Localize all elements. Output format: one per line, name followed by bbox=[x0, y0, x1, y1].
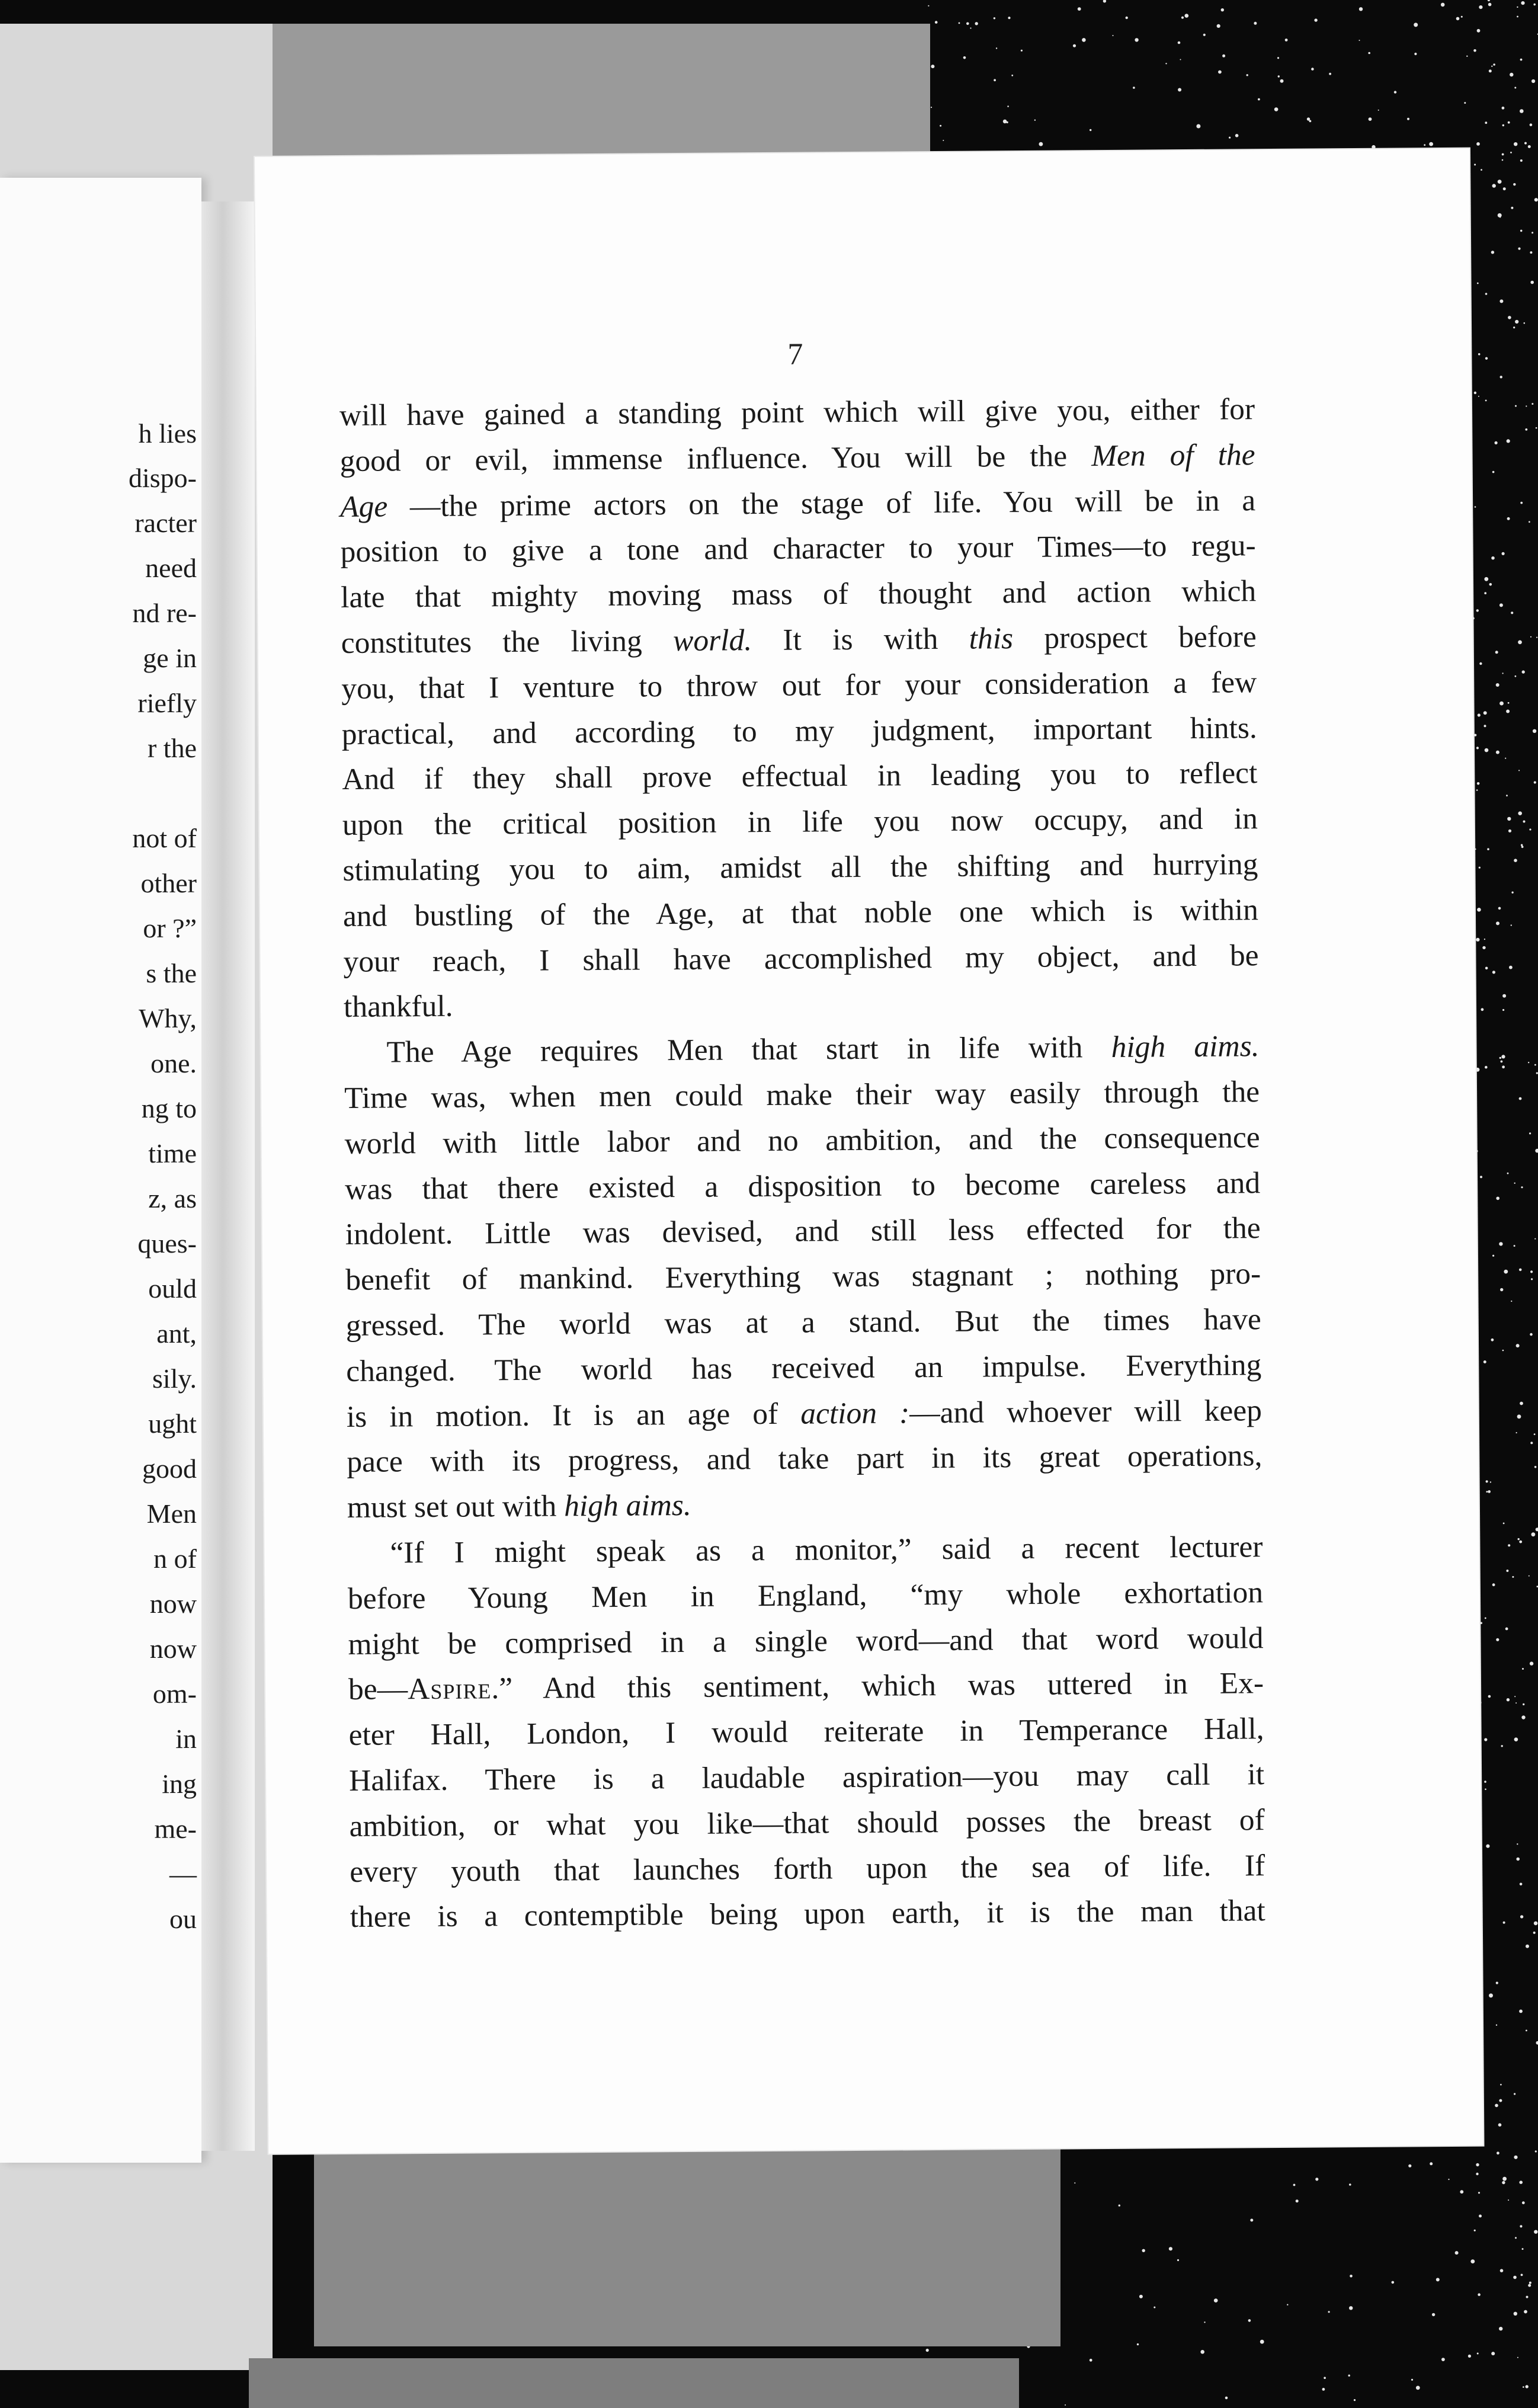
text-line bbox=[346, 1297, 1261, 1349]
left-page-fragment: riefly bbox=[137, 688, 197, 718]
text-line bbox=[342, 842, 1258, 894]
text-segment: “If I might speak as a monitor,” said a recent lecturer bbox=[390, 1530, 1263, 1570]
text-segment: constitutes the living bbox=[341, 624, 674, 660]
text-line bbox=[345, 1161, 1260, 1213]
text-segment: changed. The world has received an impulse. Everything bbox=[346, 1347, 1262, 1388]
text-segment: gressed. The world was at a stand. But the times have bbox=[345, 1302, 1261, 1343]
text-line bbox=[343, 933, 1258, 985]
left-page-fragment: h lies bbox=[138, 418, 197, 449]
text-segment: ambition, or what you like—that should posses the breast of bbox=[349, 1802, 1265, 1843]
left-page-fragment: s the bbox=[146, 958, 197, 988]
left-page-fragment: ing bbox=[162, 1769, 197, 1799]
text-segment: might be comprised in a single word—and that word would bbox=[348, 1621, 1264, 1661]
italic-text: Men of the bbox=[1091, 438, 1255, 473]
text-line bbox=[348, 1616, 1263, 1668]
text-line bbox=[347, 1479, 1263, 1531]
text-segment: thankful. bbox=[343, 990, 453, 1024]
text-segment: you, that I venture to throw out for your consideration a few bbox=[341, 665, 1257, 706]
left-page-fragment: nd re- bbox=[132, 598, 197, 628]
text-segment: It is with bbox=[751, 622, 969, 658]
text-segment: and bustling of the Age, at that noble one which is within bbox=[342, 892, 1259, 933]
text-line bbox=[346, 1343, 1261, 1395]
text-line bbox=[344, 1069, 1260, 1122]
left-page-fragment: one. bbox=[150, 1048, 197, 1078]
left-page-fragment: Men bbox=[146, 1498, 197, 1529]
text-segment: pace with its progress, and take part in its great operations, bbox=[347, 1439, 1263, 1480]
left-page-fragment: om- bbox=[152, 1679, 197, 1709]
left-page-fragment: — bbox=[169, 1859, 197, 1889]
left-page-fragment: ou bbox=[169, 1904, 197, 1934]
italic-text: action : bbox=[800, 1395, 910, 1431]
text-segment: position to give a tone and character to your Times—to regu- bbox=[340, 529, 1256, 569]
text-line bbox=[345, 1251, 1261, 1304]
text-line bbox=[344, 979, 1259, 1031]
binding-strip-bottom bbox=[314, 2145, 1060, 2346]
left-page-fragment: racter bbox=[134, 508, 197, 538]
text-line bbox=[348, 1570, 1263, 1622]
text-segment: indolent. Little was devised, and still less effected for the bbox=[345, 1211, 1261, 1252]
left-page-fragment: now bbox=[149, 1589, 197, 1619]
italic-text: world. bbox=[672, 623, 752, 658]
text-segment: must set out with bbox=[347, 1489, 565, 1525]
text-segment: And if they shall prove effectual in leading you to reflect bbox=[342, 756, 1258, 797]
left-page-fragment: other bbox=[140, 868, 197, 898]
left-page-fragment: or ?” bbox=[143, 913, 197, 943]
text-segment: there is a contemptible being upon earth, it is the man that bbox=[350, 1894, 1265, 1935]
text-segment: .” And this sentiment, which was uttered in Ex- bbox=[491, 1666, 1264, 1706]
page-body-text bbox=[339, 387, 1265, 1941]
text-segment: is in motion. It is an age of bbox=[346, 1397, 801, 1434]
text-line bbox=[350, 1843, 1265, 1895]
left-page-fragment: need bbox=[145, 553, 197, 583]
italic-text: Age bbox=[339, 489, 388, 524]
text-line bbox=[339, 433, 1255, 485]
text-line bbox=[347, 1525, 1263, 1577]
text-segment: world with little labor and no ambition, and the consequence bbox=[344, 1120, 1260, 1161]
text-segment: stimulating you to aim, amidst all the shifting and hurrying bbox=[342, 847, 1258, 888]
text-line bbox=[342, 751, 1257, 803]
text-line bbox=[350, 1888, 1265, 1941]
binding-strip-lower bbox=[249, 2358, 1019, 2408]
text-segment: good or evil, immense influence. You will be the bbox=[339, 438, 1092, 478]
left-page-fragment: Why, bbox=[139, 1003, 197, 1033]
text-segment: upon the critical position in life you now occupy, and in bbox=[342, 802, 1258, 843]
text-line bbox=[343, 888, 1258, 940]
italic-text: this bbox=[969, 622, 1014, 656]
text-line bbox=[341, 569, 1256, 621]
left-page-fragment: ught bbox=[148, 1408, 197, 1439]
left-page-fragment: time bbox=[148, 1138, 197, 1168]
text-segment: practical, and according to my judgment, important hints. bbox=[341, 710, 1257, 751]
text-segment: be— bbox=[348, 1672, 408, 1707]
text-segment: The Age requires Men that start in life with bbox=[386, 1030, 1111, 1069]
text-line bbox=[342, 706, 1257, 758]
text-line bbox=[347, 1434, 1262, 1486]
italic-text: high aims. bbox=[1111, 1029, 1260, 1065]
text-segment: Halifax. There is a laudable aspiration—you may call it bbox=[348, 1757, 1265, 1798]
left-page-fragment: now bbox=[149, 1634, 197, 1664]
text-line bbox=[348, 1661, 1264, 1713]
right-page bbox=[255, 149, 1483, 2154]
text-segment: will have gained a standing point which will give you, either for bbox=[339, 392, 1255, 433]
left-page-fragment: ant, bbox=[156, 1318, 197, 1349]
text-line bbox=[339, 387, 1255, 439]
text-line bbox=[340, 524, 1255, 576]
text-segment: your reach, I shall have accomplished my object, and be bbox=[343, 938, 1259, 979]
left-page-fragment: not of bbox=[132, 823, 197, 853]
left-page-fragment: me- bbox=[154, 1814, 197, 1844]
text-segment: —the prime actors on the stage of life. You will be in a bbox=[387, 483, 1256, 524]
left-page-fragment: z, as bbox=[148, 1183, 197, 1213]
text-line bbox=[342, 796, 1258, 848]
text-line bbox=[347, 1388, 1262, 1440]
left-page-fragment: ge in bbox=[143, 643, 197, 673]
text-segment: was that there existed a disposition to become careless and bbox=[344, 1165, 1261, 1206]
italic-text: high aims. bbox=[563, 1488, 691, 1523]
left-page-fragment: ould bbox=[148, 1273, 197, 1304]
left-page-fragment: ng to bbox=[141, 1093, 197, 1123]
text-line bbox=[341, 614, 1256, 667]
left-page-fragment: n of bbox=[153, 1544, 197, 1574]
text-segment: eter Hall, London, I would reiterate in Temperance Hall, bbox=[348, 1712, 1264, 1753]
left-page-fragment: good bbox=[142, 1453, 197, 1484]
left-page bbox=[0, 178, 201, 2163]
left-page-fragment: ques- bbox=[137, 1228, 197, 1259]
text-segment: —and whoever will keep bbox=[909, 1393, 1263, 1430]
text-segment: late that mighty moving mass of thought and action which bbox=[340, 574, 1257, 615]
left-page-fragment: sily. bbox=[152, 1363, 197, 1394]
text-segment: benefit of mankind. Everything was stagnant ; nothing pro- bbox=[345, 1257, 1261, 1298]
page-number: 7 bbox=[787, 337, 803, 372]
text-line bbox=[349, 1798, 1264, 1850]
text-line bbox=[340, 478, 1255, 530]
text-line bbox=[341, 660, 1257, 712]
text-segment: Aspire bbox=[407, 1671, 492, 1706]
text-line bbox=[348, 1706, 1264, 1759]
text-line bbox=[344, 1115, 1260, 1167]
page-gutter bbox=[201, 201, 255, 2151]
text-segment: prospect before bbox=[1012, 620, 1257, 656]
left-page-fragment: r the bbox=[147, 733, 197, 763]
text-segment: every youth that launches forth upon the sea of life. If bbox=[350, 1848, 1265, 1889]
text-segment: before Young Men in England, “my whole exhortation bbox=[347, 1575, 1264, 1616]
text-line bbox=[345, 1206, 1260, 1259]
text-segment: Time was, when men could make their way easily through the bbox=[344, 1075, 1260, 1115]
left-page-fragment: dispo- bbox=[129, 463, 197, 493]
text-line bbox=[344, 1024, 1259, 1076]
text-line bbox=[349, 1752, 1264, 1804]
left-page-fragment: in bbox=[175, 1724, 197, 1754]
